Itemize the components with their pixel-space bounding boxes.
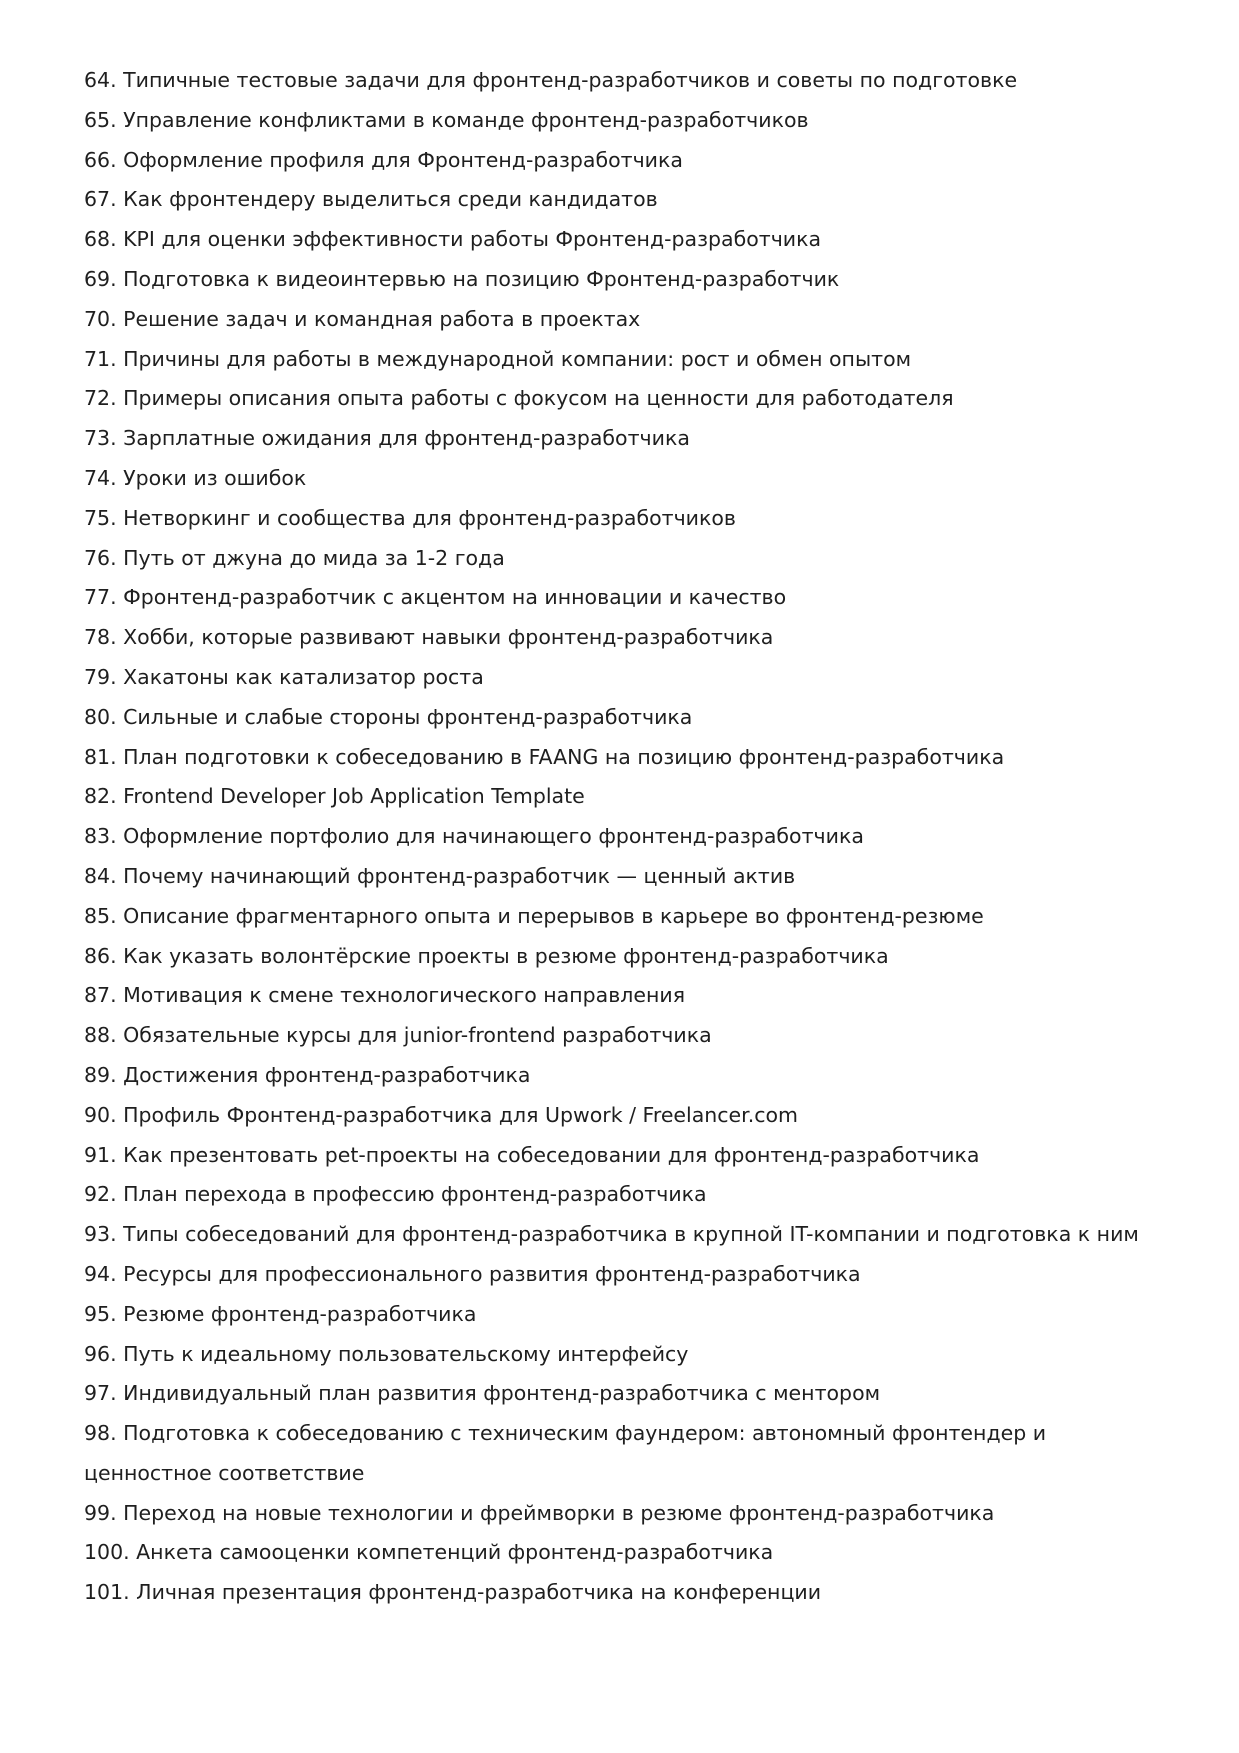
list-item: 97. Индивидуальный план развития фронтенд-разработчика с ментором (84, 1381, 881, 1406)
list-item: 73. Зарплатные ожидания для фронтенд-разработчика (84, 426, 690, 451)
list-item: 82. Frontend Developer Job Application Template (84, 784, 585, 809)
list-item: 89. Достижения фронтенд-разработчика (84, 1062, 531, 1087)
list-item: 79. Хакатоны как катализатор роста (84, 664, 484, 689)
list-item: 66. Оформление профиля для Фронтенд-разработчика (84, 147, 683, 172)
list-item: 100. Анкета самооценки компетенций фронтенд-разработчика (84, 1540, 774, 1565)
list-item: 65. Управление конфликтами в команде фронтенд-разработчиков (84, 107, 809, 132)
list-item: 81. План подготовки к собеседованию в FAANG на позицию фронтенд-разработчика (84, 744, 1005, 769)
list-item: 91. Как презентовать pet-проекты на собеседовании для фронтенд-разработчика (84, 1142, 980, 1167)
list-item: 74. Уроки из ошибок (84, 465, 307, 490)
list-item: 98. Подготовка к собеседованию с техническим фаундером: автономный фронтендер и ценностное соответствие (84, 1421, 1047, 1485)
list-item: 88. Обязательные курсы для junior-frontend разработчика (84, 1023, 712, 1048)
list-item: 95. Резюме фронтенд-разработчика (84, 1301, 477, 1326)
list-item: 71. Причины для работы в международной компании: рост и обмен опытом (84, 346, 912, 371)
list-item: 75. Нетворкинг и сообщества для фронтенд-разработчиков (84, 505, 737, 530)
list-item: 78. Хобби, которые развивают навыки фронтенд-разработчика (84, 625, 774, 650)
list-item: 86. Как указать волонтёрские проекты в резюме фронтенд-разработчика (84, 943, 889, 968)
list-item: 76. Путь от джуна до мида за 1-2 года (84, 545, 505, 570)
list-item: 90. Профиль Фронтенд-разработчика для Upwork / Freelancer.com (84, 1102, 799, 1127)
list-item: 83. Оформление портфолио для начинающего фронтенд-разработчика (84, 824, 864, 849)
list-item: 92. План перехода в профессию фронтенд-разработчика (84, 1182, 707, 1207)
list-item: 87. Мотивация к смене технологического направления (84, 983, 686, 1008)
list-item: 77. Фронтенд-разработчик с акцентом на инновации и качество (84, 585, 787, 610)
list-item: 68. KPI для оценки эффективности работы Фронтенд-разработчика (84, 227, 822, 252)
list-item: 99. Переход на новые технологии и фреймворки в резюме фронтенд-разработчика (84, 1500, 995, 1525)
list-item: 69. Подготовка к видеоинтервью на позицию Фронтенд-разработчик (84, 266, 840, 291)
list-item: 93. Типы собеседований для фронтенд-разработчика в крупной IT-компании и подготовка к ним (84, 1222, 1139, 1247)
list-item: 84. Почему начинающий фронтенд-разработчик — ценный актив (84, 863, 796, 888)
list-item: 72. Примеры описания опыта работы с фокусом на ценности для работодателя (84, 386, 954, 411)
list-item: 64. Типичные тестовые задачи для фронтенд-разработчиков и советы по подготовке (84, 68, 1018, 92)
list-item: 101. Личная презентация фронтенд-разработчика на конференции (84, 1580, 822, 1605)
list-item: 67. Как фронтендеру выделиться среди кандидатов (84, 187, 658, 212)
list-item: 94. Ресурсы для профессионального развития фронтенд-разработчика (84, 1261, 861, 1286)
list-item: 85. Описание фрагментарного опыта и перерывов в карьере во фронтенд-резюме (84, 903, 984, 928)
list-item: 70. Решение задач и командная работа в проектах (84, 306, 641, 331)
list-item: 80. Сильные и слабые стороны фронтенд-разработчика (84, 704, 693, 729)
topic-list (84, 61, 1169, 1613)
list-item: 96. Путь к идеальному пользовательскому интерфейсу (84, 1341, 689, 1366)
